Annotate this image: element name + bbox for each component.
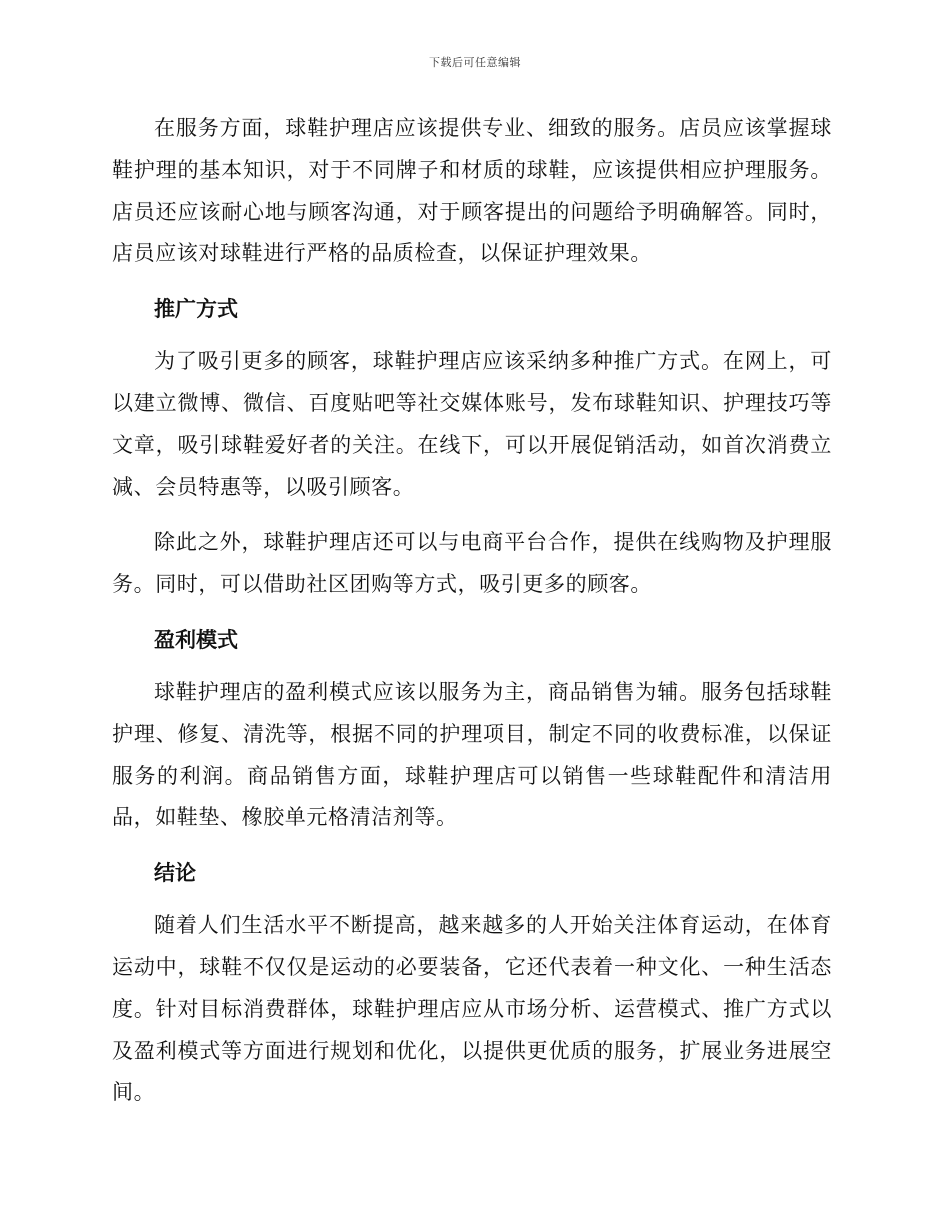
profit-heading: 盈利模式 bbox=[154, 627, 238, 652]
promotion-heading: 推广方式 bbox=[154, 297, 238, 322]
service-paragraph: 在服务方面，球鞋护理店应该提供专业、细致的服务。店员应该掌握球鞋护理的基本知识，对于不同牌子和材质的球鞋，应该提供相应护理服务。店员还应该耐心地与顾客沟通，对于顾客提出的问题给予明确解答。同时，店员应该对球鞋进行严格的品质检查，以保证护理效果。 bbox=[112, 116, 832, 266]
promotion-paragraph-2: 除此之外，球鞋护理店还可以与电商平台合作，提供在线购物及护理服务。同时，可以借助社区团购等方式，吸引更多的顾客。 bbox=[112, 530, 832, 597]
promotion-paragraph-1: 为了吸引更多的顾客，球鞋护理店应该采纳多种推广方式。在网上，可以建立微博、微信、百度贴吧等社交媒体账号，发布球鞋知识、护理技巧等文章，吸引球鞋爱好者的关注。在线下，可以开展促销活动，如首次消费立减、会员特惠等，以吸引顾客。 bbox=[112, 349, 832, 499]
conclusion-heading: 结论 bbox=[154, 861, 196, 886]
page-header-note: 下载后可任意编辑 bbox=[429, 56, 521, 69]
conclusion-paragraph: 随着人们生活水平不断提高，越来越多的人开始关注体育运动，在体育运动中，球鞋不仅仅是运动的必要装备，它还代表着一种文化、一种生活态度。针对目标消费群体，球鞋护理店应从市场分析、运营模式、推广方式以及盈利模式等方面进行规划和优化，以提供更优质的服务，扩展业务进展空间。 bbox=[112, 913, 832, 1105]
profit-paragraph: 球鞋护理店的盈利模式应该以服务为主，商品销售为辅。服务包括球鞋护理、修复、清洗等，根据不同的护理项目，制定不同的收费标准，以保证服务的利润。商品销售方面，球鞋护理店可以销售一些球鞋配件和清洁用品，如鞋垫、橡胶单元格清洁剂等。 bbox=[112, 679, 832, 830]
document-body bbox=[112, 108, 832, 1114]
